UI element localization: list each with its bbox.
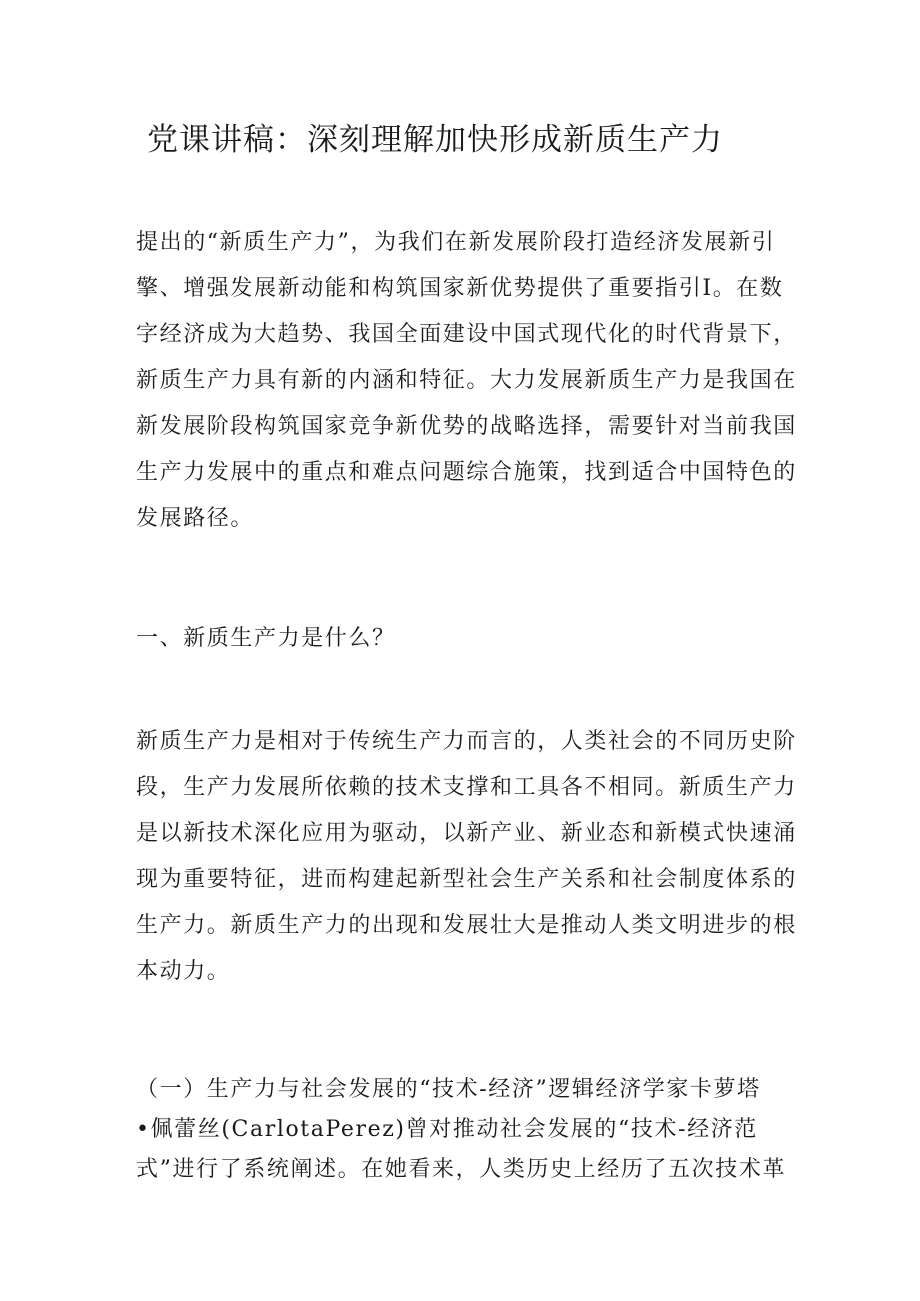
paragraph-line: 本动力。 (136, 959, 231, 984)
paragraph-line: 新发展阶段构筑国家竞争新优势的战略选择，需要针对当前我国 (136, 414, 797, 439)
paragraph-line: 段，生产力发展所依赖的技术支撑和工具各不相同。新质生产力 (136, 775, 797, 800)
document-title: 党课讲稿：深刻理解加快形成新质生产力 (147, 122, 723, 158)
paragraph-line: 生产力发展中的重点和难点问题综合施策，找到适合中国特色的 (136, 460, 797, 485)
section-heading: 一、新质生产力是什么？ (136, 626, 396, 651)
section-paragraph (136, 719, 797, 995)
paragraph-line: 生产力。新质生产力的出现和发展壮大是推动人类文明进步的根 (136, 913, 797, 938)
paragraph-line: 提出的“新质生产力”，为我们在新发展阶段打造经济发展新引 (136, 230, 776, 255)
paragraph-line: 发展路径。 (136, 506, 255, 531)
paragraph-line: 是以新技术深化应用为驱动，以新产业、新业态和新模式快速涌 (136, 821, 797, 846)
paragraph-line: 新质生产力是相对于传统生产力而言的，人类社会的不同历史阶 (136, 729, 797, 754)
intro-paragraph (136, 220, 797, 542)
paragraph-line: 擎、增强发展新动能和构筑国家新优势提供了重要指引I。在数 (136, 276, 784, 301)
paragraph-line: （一）生产力与社会发展的“技术-经济”逻辑经济学家卡萝塔 (136, 1077, 761, 1102)
paragraph-line: •佩蕾丝(CarlotaPerez)曾对推动社会发展的“技术-经济范 (136, 1117, 758, 1142)
paragraph-line: 新质生产力具有新的内涵和特征。大力发展新质生产力是我国在 (136, 368, 797, 393)
paragraph-line: 字经济成为大趋势、我国全面建设中国式现代化的时代背景下， (136, 322, 797, 347)
subsection-paragraph (136, 1070, 786, 1190)
paragraph-line: 现为重要特征，进而构建起新型社会生产关系和社会制度体系的 (136, 867, 797, 892)
paragraph-line: 式”进行了系统阐述。在她看来，人类历史上经历了五次技术革 (136, 1157, 787, 1182)
